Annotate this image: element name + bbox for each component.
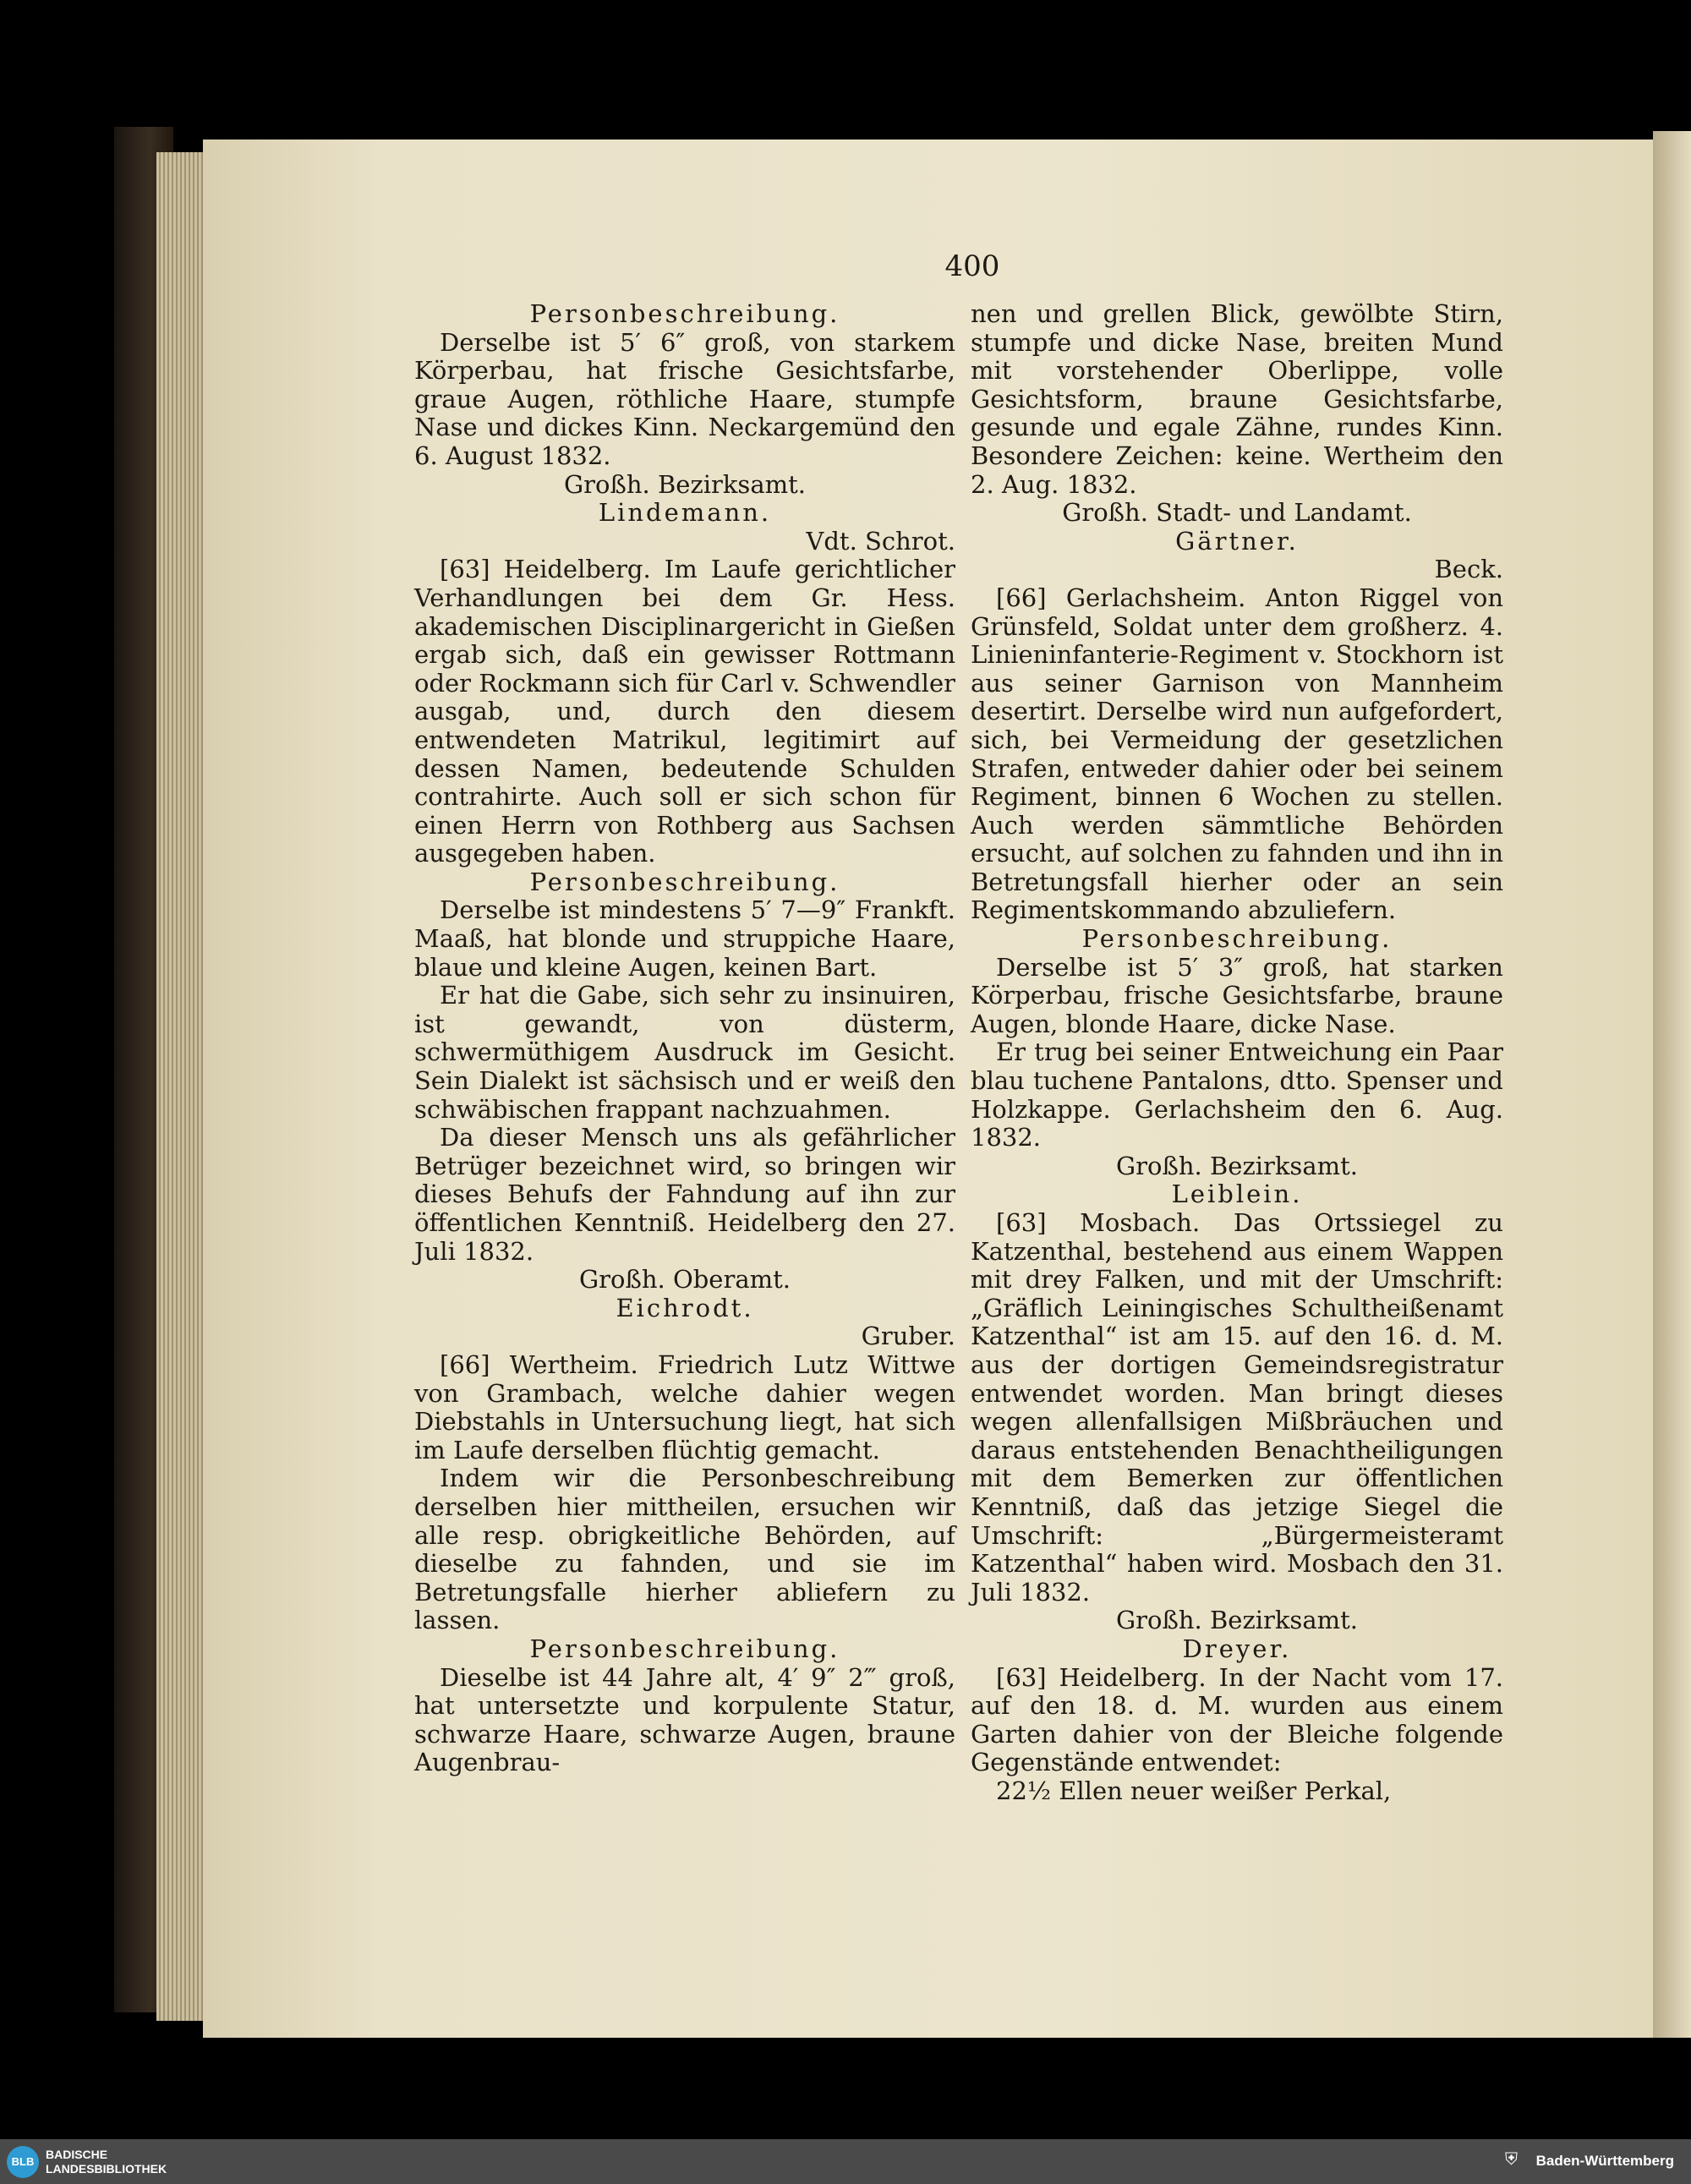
right-text-column [971, 300, 1503, 1805]
blb-logo-icon[interactable]: BLB [7, 2146, 39, 2178]
paragraph: Eichrodt. [616, 1293, 754, 1322]
paragraph: [63] Heidelberg. In der Nacht vom 17. auf den 18. d. M. wurden aus einem Garten dahier von der Bleiche folgende Gegenstände entwendet: [971, 1662, 1503, 1777]
library-name[interactable] [46, 2148, 167, 2176]
paragraph: Großh. Bezirksamt. [564, 469, 806, 499]
paragraph: [66] Gerlachsheim. Anton Riggel von Grünsfeld, Soldat unter dem großherz. 4. Linieninfanterie-Regiment v. Stockhorn ist aus seiner Garnison von Mannheim desertirt. Derselbe wird nun aufgefordert, sich, bei Vermeidung der gesetzlichen Strafen, entweder dahier oder bei seinem Regiment, binnen 6 Wochen zu stellen. Auch werden sämmtliche Behörden ersucht, auf solchen zu fahnden und ihn in Betretungsfall hierher oder an sein Regimentskommando abzuliefern. [971, 583, 1503, 925]
paragraph: Er hat die Gabe, sich sehr zu insinuiren, ist gewandt, von düsterm, schwermüthigem Ausdruck im Gesicht. Sein Dialekt ist sächsisch und er weiß den schwäbischen frappant nachzuahmen. [414, 981, 955, 1124]
paragraph: Großh. Stadt- und Landamt. [1062, 498, 1412, 528]
state-label[interactable]: Baden-Württemberg [1535, 2153, 1674, 2169]
left-text-column [414, 300, 955, 1777]
paragraph: Derselbe ist mindestens 5′ 7—9″ Frankft. Maaß, hat blonde und struppiche Haare, blaue und kleine Augen, keinen Bart. [414, 895, 955, 982]
paragraph: nen und grellen Blick, gewölbte Stirn, stumpfe und dicke Nase, breiten Mund mit vorstehender Oberlippe, volle Gesichtsform, braune Gesichtsfarbe, gesunde und egale Zähne, rundes Kinn. Besondere Zeichen: keine. Wertheim den 2. Aug. 1832. [971, 299, 1503, 499]
paragraph: Indem wir die Personbeschreibung derselben hier mittheilen, ersuchen wir alle resp. obrigkeitliche Behörden, auf dieselbe zu fahnden, und sie im Betretungsfalle hierher abliefern zu lassen. [414, 1464, 955, 1635]
paragraph: Großh. Bezirksamt. [1116, 1606, 1358, 1635]
paragraph: Dieselbe ist 44 Jahre alt, 4′ 9″ 2‴ groß, hat untersetzte und korpulente Statur, schwarze Haare, schwarze Augen, braune Augenbrau- [414, 1662, 955, 1777]
paragraph: Vdt. Schrot. [806, 526, 955, 556]
paragraph: Dreyer. [1182, 1634, 1292, 1663]
footer-bar [0, 2139, 1691, 2184]
library-name-line1: BADISCHE [46, 2148, 108, 2161]
paragraph: Gruber. [861, 1322, 955, 1351]
paragraph: Großh. Bezirksamt. [1116, 1151, 1358, 1180]
library-name-line2: LANDESBIBLIOTHEK [46, 2162, 167, 2176]
paragraph: Da dieser Mensch uns als gefährlicher Betrüger bezeichnet wird, so bringen wir dieses Behufs der Fahndung auf ihn zur öffentlichen Kenntniß. Heidelberg den 27. Juli 1832. [414, 1123, 955, 1266]
paragraph: Derselbe ist 5′ 3″ groß, hat starken Körperbau, frische Gesichtsfarbe, braune Augen, blonde Haare, dicke Nase. [971, 952, 1503, 1038]
facing-page-edge [1653, 131, 1691, 2038]
paragraph: [63] Heidelberg. Im Laufe gerichtlicher Verhandlungen bei dem Gr. Hess. akademischen Disciplinargericht in Gießen ergab sich, daß ein gewisser Rottmann oder Rockmann sich für Carl v. Schwendler ausgab, und, durch den diesem entwendeten Matrikul, legitimirt auf dessen Namen, bedeutende Schulden contrahirte. Auch soll er sich schon für einen Herrn von Rothberg aus Sachsen ausgegeben haben. [414, 555, 955, 868]
paragraph: Personbeschreibung. [529, 867, 840, 896]
coat-of-arms-icon: ⛨ [1505, 2150, 1518, 2169]
paragraph: Personbeschreibung. [1081, 924, 1393, 954]
paragraph: Er trug bei seiner Entweichung ein Paar blau tuchene Pantalons, dtto. Spenser und Holzkappe. Gerlachsheim den 6. Aug. 1832. [971, 1037, 1503, 1152]
paragraph: [63] Mosbach. Das Ortssiegel zu Katzenthal, bestehend aus einem Wappen mit drey Falken, und mit der Umschrift: „Gräflich Leiningisches Schultheißenamt Katzenthal“ ist am 15. auf den 16. d. M. aus der dortigen Gemeindsregistratur entwendet worden. Man bringt dieses wegen allenfallsigen Mißbräuchen und daraus entstehenden Benachtheiligungen mit dem Bemerken zur öffentlichen Kenntniß, daß das jetzige Siegel die Umschrift: „Bürgermeisteramt Katzenthal“ haben wird. Mosbach den 31. Juli 1832. [971, 1208, 1503, 1607]
paragraph: Großh. Oberamt. [579, 1265, 791, 1295]
paragraph: [66] Wertheim. Friedrich Lutz Wittwe von Grambach, welche dahier wegen Diebstahls in Untersuchung liegt, hat sich im Laufe derselben flüchtig gemacht. [414, 1349, 955, 1464]
paragraph: Gärtner. [1175, 526, 1299, 556]
paragraph: Personbeschreibung. [529, 1634, 840, 1663]
page-number: 400 [944, 249, 1000, 283]
paragraph: Leiblein. [1171, 1180, 1303, 1209]
paragraph: Personbeschreibung. [529, 299, 840, 328]
paragraph: Derselbe ist 5′ 6″ groß, von starkem Körperbau, hat frische Gesichtsfarbe, graue Augen, röthliche Haare, stumpfe Nase und dickes Kinn. Neckargemünd den 6. August 1832. [414, 327, 955, 470]
paragraph: Beck. [1434, 555, 1503, 584]
paragraph: 22½ Ellen neuer weißer Perkal, [996, 1776, 1392, 1805]
paragraph: Lindemann. [598, 498, 772, 528]
